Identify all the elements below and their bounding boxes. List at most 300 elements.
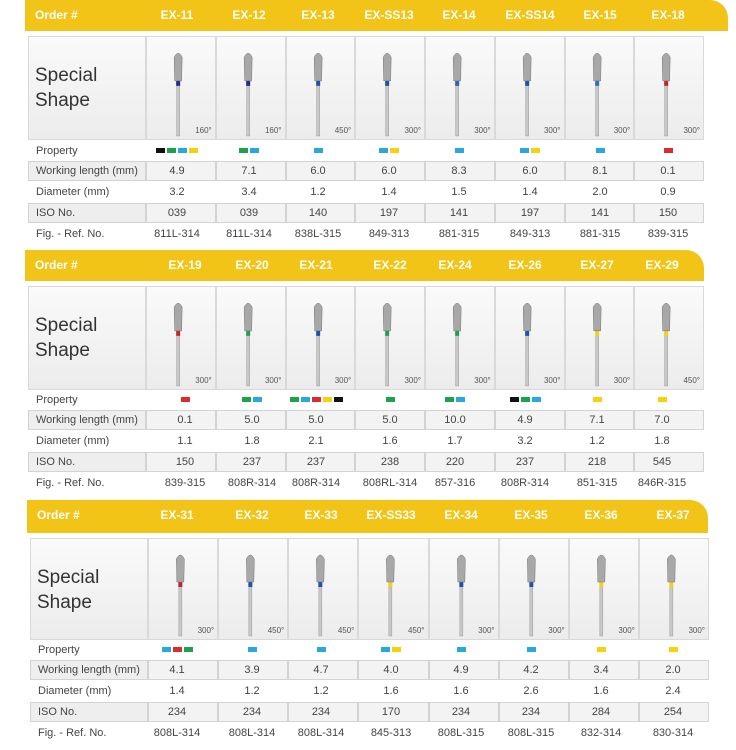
spec-value: 218 [587,456,607,468]
spec-value: 839-315 [164,477,206,489]
angle-label: 160° [264,126,282,135]
property-color-swatch [597,647,606,652]
spec-value: 808R-314 [500,477,550,489]
order-code: EX-35 [514,508,548,522]
bur-image-cell [496,37,564,139]
spec-row-label: Fig. - Ref. No. [36,477,105,489]
property-color-swatch [317,647,326,652]
property-color-swatch [253,397,262,402]
bur-shank [600,584,603,636]
bur-head [527,555,535,582]
spec-row [28,161,704,181]
section-title-line: Special [37,567,100,588]
spec-value: 1.7 [447,435,463,447]
property-row [28,141,704,161]
angle-label: 450° [337,626,355,635]
angle-label: 300° [543,126,561,135]
angle-label: 300° [613,376,631,385]
bur-head [387,555,395,582]
bur-shank [525,83,528,136]
property-color-swatch [314,148,323,153]
bur-icon [566,37,634,139]
spec-value: 197 [379,207,399,219]
spec-value: 808L-315 [507,727,555,739]
bur-head [453,303,461,331]
bur-icon [635,37,703,139]
bur-shank [459,584,462,636]
spec-value: 254 [663,706,683,718]
order-code: EX-31 [160,508,194,522]
spec-value: 1.6 [453,685,469,697]
order-code: EX-24 [438,258,472,272]
order-header-bar [27,500,708,533]
spec-row-label: Diameter (mm) [36,435,110,447]
spec-value: 1.2 [589,435,605,447]
property-color-swatch [532,397,541,402]
bur-icon [219,539,287,639]
spec-value: 1.2 [244,685,260,697]
bur-shank [456,83,459,136]
order-header-bar [25,0,728,31]
bur-head [244,303,252,331]
property-color-swatch [457,647,466,652]
bur-color-band [455,331,459,336]
order-code: EX-14 [442,8,476,22]
order-code: EX-18 [651,8,685,22]
spec-row [30,681,709,701]
bur-head [453,53,461,81]
angle-label: 300° [618,626,635,635]
property-color-swatch [381,647,390,652]
property-color-swatch [527,647,536,652]
section-title-text [37,565,99,615]
bur-image-cell [426,37,494,139]
section-title-line: Shape [35,340,90,361]
bur-color-band [525,331,529,336]
spec-value: 1.8 [244,435,260,447]
spec-row [30,723,709,743]
spec-row-label: ISO No. [29,204,145,222]
spec-row [30,702,709,722]
spec-value: 2.4 [665,685,681,697]
section-title-line: Special [35,65,98,86]
spec-row-label: Working length (mm) [29,411,145,429]
angle-label: 300° [197,626,215,635]
spec-value: 234 [311,706,331,718]
property-label: Property [36,394,78,406]
spec-row [28,224,704,244]
spec-value: 238 [380,456,400,468]
order-label: Order # [35,258,78,272]
property-color-swatch [390,148,399,153]
spec-value: 0.9 [660,186,676,198]
bur-head [244,53,252,81]
product-table-section [0,500,736,750]
spec-value: 237 [306,456,326,468]
property-row [28,390,704,410]
order-code: EX-19 [168,258,202,272]
spec-value: 545 [652,456,672,468]
spec-row-label: Diameter (mm) [38,685,112,697]
spec-row [28,452,704,472]
angle-label: 300° [543,376,561,385]
spec-value: 808L-314 [297,727,345,739]
spec-value: 808L-314 [153,727,201,739]
bur-icon [640,539,708,639]
property-color-swatch [167,148,176,153]
spec-value: 3.2 [169,186,185,198]
spec-value: 234 [242,706,262,718]
bur-icon [217,287,285,389]
spec-value: 10.0 [444,414,466,426]
bur-shank [665,333,668,386]
angle-label: 300° [613,126,631,135]
spec-row-label: Working length (mm) [31,661,147,679]
bur-shank [670,584,673,636]
section-title-text [35,313,97,363]
property-color-swatch [173,647,182,652]
spec-value: 6.0 [381,165,397,177]
order-code: EX-15 [583,8,617,22]
bur-shank [456,333,459,386]
angle-label: 300° [404,376,421,385]
spec-value: 234 [451,706,471,718]
bur-color-band [176,331,180,336]
spec-row-label: Working length (mm) [29,162,145,180]
spec-value: 4.0 [383,664,399,676]
order-code: EX-SS33 [366,508,416,522]
bur-icon [149,539,217,639]
spec-row [28,431,704,451]
spec-value: 881-315 [579,228,621,240]
property-color-swatch [162,647,171,652]
angle-label: 300° [688,626,705,635]
angle-label: 300° [195,376,212,385]
spec-value: 857-316 [434,477,476,489]
bur-color-band [248,582,252,587]
spec-value: 851-315 [576,477,618,489]
spec-row-label: ISO No. [31,703,147,721]
property-label: Property [36,145,78,157]
property-color-swatch [248,647,257,652]
spec-row [28,410,704,430]
bur-icon [217,37,285,139]
bur-icon [496,37,564,139]
spec-value: 7.1 [241,165,257,177]
bur-icon [147,37,215,139]
spec-value: 849-313 [509,228,551,240]
property-color-swatch [323,397,332,402]
spec-value: 8.1 [592,165,608,177]
angle-label: 300° [474,126,491,135]
bur-color-band [316,331,320,336]
spec-value: 6.0 [310,165,326,177]
spec-value: 197 [520,207,540,219]
spec-value: 3.9 [244,664,260,676]
bur-color-band [669,582,673,587]
order-code: EX-21 [299,258,333,272]
bur-icon [426,287,494,389]
property-row [30,640,709,660]
property-color-swatch [312,397,321,402]
bur-color-band [459,582,463,587]
order-code: EX-29 [645,258,679,272]
spec-value: 830-314 [652,727,694,739]
order-code: EX-26 [508,258,542,272]
property-color-swatch [658,397,667,402]
spec-value: 3.4 [241,186,257,198]
order-code: EX-SS13 [364,8,414,22]
bur-shank [386,333,389,386]
spec-value: 808L-314 [228,727,276,739]
bur-head [314,53,322,81]
bur-icon [635,287,703,389]
spec-row [30,660,709,680]
order-code: EX-22 [373,258,407,272]
bur-shank [246,333,249,386]
bur-image-cell [217,37,285,139]
bur-image-cell [635,287,703,389]
spec-value: 811L-314 [154,228,200,240]
spec-row-label: Diameter (mm) [36,186,110,198]
bur-color-band [385,331,389,336]
bur-image-cell [287,37,355,139]
property-color-swatch [445,397,454,402]
spec-value: 5.0 [308,414,324,426]
spec-value: 1.6 [593,685,609,697]
spec-value: 284 [591,706,611,718]
spec-value: 1.4 [522,186,538,198]
bur-icon [289,539,357,639]
bur-head [523,303,531,331]
spec-value: 808RL-314 [362,477,418,489]
property-color-swatch [239,148,248,153]
property-label: Property [38,644,80,656]
spec-value: 4.9 [169,165,185,177]
bur-image-cell [570,539,638,639]
section-title-line: Special [35,315,98,336]
section-title-line: Shape [35,90,90,111]
bur-shank [665,83,668,136]
product-table-section [0,250,736,500]
bur-icon [356,287,424,389]
bur-image-cell [149,539,217,639]
spec-row-label: Fig. - Ref. No. [38,727,107,739]
bur-head [383,53,391,81]
spec-value: 881-315 [438,228,480,240]
bur-shank [177,83,180,136]
angle-label: 450° [267,626,285,635]
bur-color-band [319,582,323,587]
spec-row-label: ISO No. [29,453,145,471]
spec-value: 4.7 [313,664,329,676]
bur-image-cell [147,287,215,389]
bur-head [174,53,182,81]
product-table-section [0,0,736,250]
bur-image-cell [566,287,634,389]
bur-shank [529,584,532,636]
angle-label: 300° [474,376,491,385]
order-code: EX-34 [444,508,478,522]
spec-value: 849-313 [368,228,410,240]
bur-color-band [178,582,182,587]
bur-image-cell [147,37,215,139]
bur-icon [287,287,355,389]
angle-label: 450° [683,376,700,385]
property-color-swatch [178,148,187,153]
bur-image-cell [635,37,703,139]
property-color-swatch [184,647,193,652]
shape-image-row [28,36,704,140]
spec-value: 039 [167,207,187,219]
bur-shank [177,333,180,386]
bur-head [176,555,184,582]
bur-head [667,555,675,582]
bur-color-band [176,81,180,86]
bur-color-band [385,81,389,86]
bur-shank [316,83,319,136]
bur-image-cell [430,539,498,639]
spec-value: 8.3 [451,165,467,177]
bur-color-band [389,582,393,587]
section-title-text [35,63,97,113]
bur-image-cell [217,287,285,389]
spec-value: 4.9 [517,414,533,426]
order-code: EX-SS14 [505,8,555,22]
order-code: EX-27 [580,258,614,272]
spec-value: 846R-315 [637,477,687,489]
spec-value: 808R-314 [291,477,341,489]
section-title-line: Shape [37,592,92,613]
spec-value: 1.8 [654,435,670,447]
spec-value: 838L-315 [294,228,342,240]
angle-label: 300° [478,626,495,635]
order-label: Order # [35,8,78,22]
bur-color-band [664,331,668,336]
bur-head [593,53,601,81]
angle-label: 450° [334,126,352,135]
spec-value: 234 [167,706,187,718]
spec-value: 150 [658,207,678,219]
bur-head [662,53,670,81]
spec-value: 2.6 [523,685,539,697]
spec-value: 150 [175,456,195,468]
spec-value: 808R-314 [227,477,277,489]
spec-value: 1.1 [177,435,193,447]
order-code: EX-12 [232,8,266,22]
spec-value: 170 [381,706,401,718]
spec-value: 0.1 [660,165,676,177]
shape-image-row [28,286,704,390]
spec-value: 5.0 [244,414,260,426]
property-color-swatch [531,148,540,153]
bur-icon [359,539,427,639]
property-color-swatch [596,148,605,153]
bur-color-band [664,81,668,86]
spec-value: 839-315 [647,228,689,240]
spec-value: 2.1 [308,435,324,447]
property-color-swatch [189,148,198,153]
property-color-swatch [521,397,530,402]
property-color-swatch [669,647,678,652]
bur-shank [249,584,252,636]
order-code: EX-37 [656,508,690,522]
bur-shank [319,584,322,636]
bur-icon [426,37,494,139]
spec-value: 6.0 [522,165,538,177]
bur-head [457,555,465,582]
bur-icon [356,37,424,139]
spec-value: 039 [239,207,259,219]
bur-color-band [599,582,603,587]
property-color-swatch [379,148,388,153]
angle-label: 300° [264,376,282,385]
property-color-swatch [456,397,465,402]
bur-color-band [529,582,533,587]
property-color-swatch [386,397,395,402]
angle-label: 300° [683,126,700,135]
bur-head [317,555,325,582]
bur-head [246,555,254,582]
property-color-swatch [156,148,165,153]
bur-color-band [595,331,599,336]
spec-value: 4.2 [523,664,539,676]
property-color-swatch [334,397,343,402]
property-color-swatch [520,148,529,153]
bur-image-cell [289,539,357,639]
angle-label: 160° [195,126,212,135]
spec-value: 4.9 [453,664,469,676]
spec-value: 1.4 [381,186,397,198]
bur-color-band [246,331,250,336]
spec-value: 220 [445,456,465,468]
angle-label: 300° [548,626,565,635]
spec-value: 1.2 [310,186,326,198]
bur-head [174,303,182,331]
property-color-swatch [301,397,310,402]
property-color-swatch [181,397,190,402]
spec-value: 1.6 [383,685,399,697]
spec-value: 3.4 [593,664,609,676]
spec-value: 845-313 [370,727,412,739]
spec-value: 5.0 [382,414,398,426]
bur-icon [287,37,355,139]
spec-value: 0.1 [177,414,193,426]
spec-value: 1.4 [169,685,185,697]
property-color-swatch [392,647,401,652]
section-title [31,539,147,639]
spec-value: 1.6 [382,435,398,447]
angle-label: 300° [334,376,352,385]
spec-value: 141 [590,207,610,219]
spec-value: 811L-314 [226,228,272,240]
bur-image-cell [287,287,355,389]
order-header-bar [25,250,704,281]
bur-image-cell [500,539,568,639]
bur-image-cell [219,539,287,639]
bur-color-band [525,81,529,86]
bur-color-band [455,81,459,86]
spec-row [28,473,704,493]
order-code: EX-13 [301,8,335,22]
bur-head [593,303,601,331]
angle-label: 300° [404,126,421,135]
bur-head [523,53,531,81]
shape-image-row [30,538,709,640]
section-title [29,37,145,139]
property-color-swatch [664,148,673,153]
spec-value: 808L-315 [437,727,485,739]
